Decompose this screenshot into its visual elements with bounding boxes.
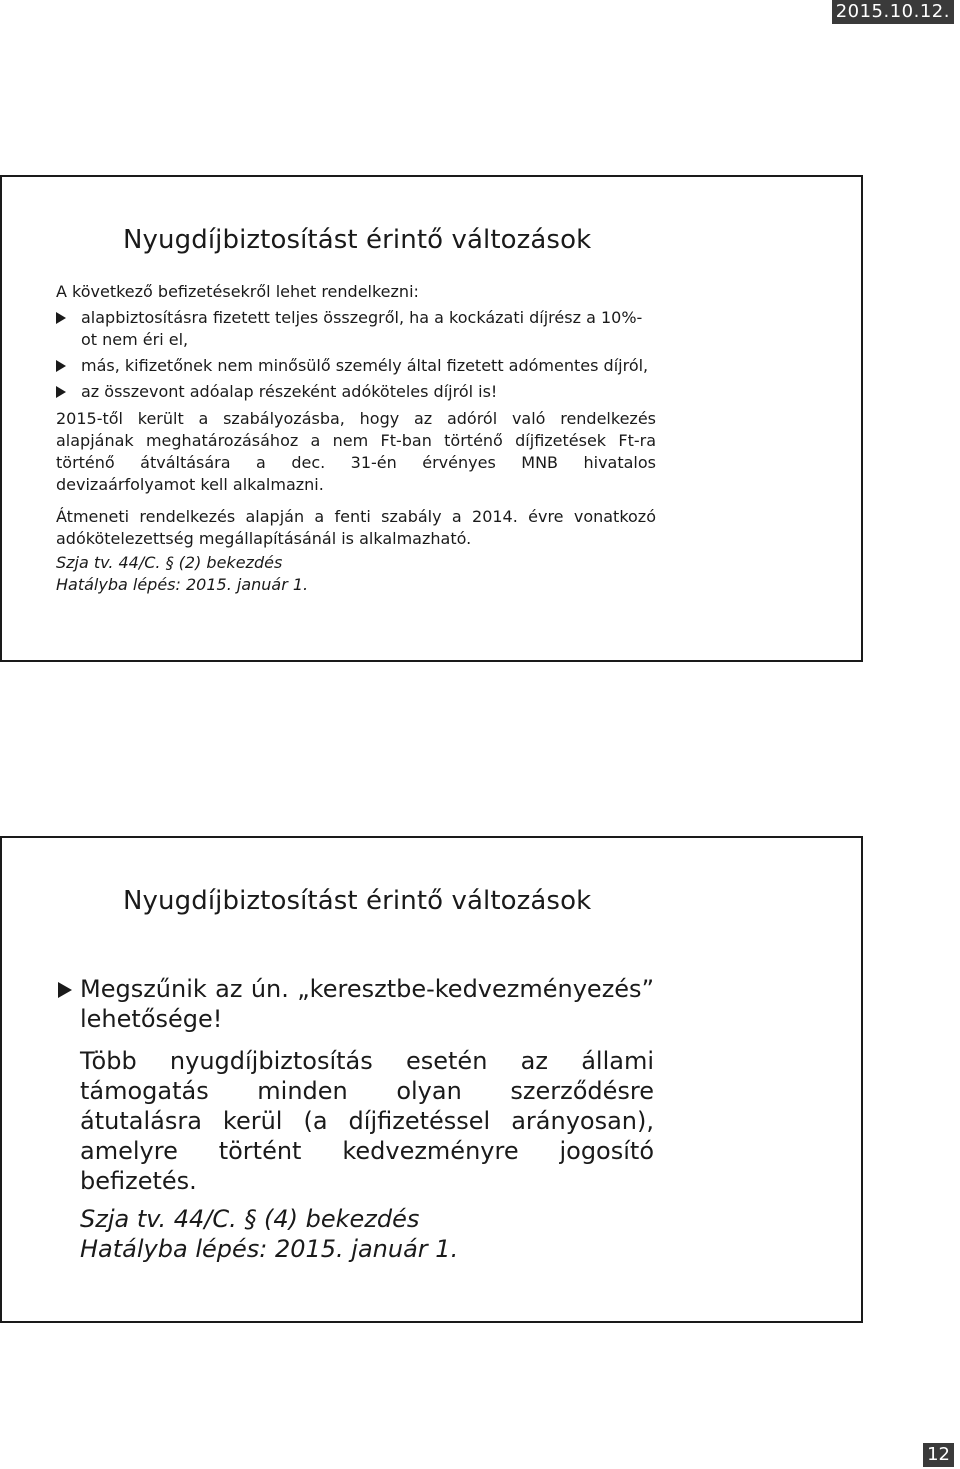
paragraph: Átmeneti rendelkezés alapján a fenti szabály a 2014. évre vonatkozó adókötelezettség megállapításánál is alkalmazható. [56, 507, 656, 548]
slide-1 [0, 175, 863, 662]
list-item-text: az összevont adóalap részeként adóköteles díjról is! [81, 382, 498, 401]
intro-text: A következő befizetésekről lehet rendelkezni: [56, 282, 419, 301]
bullet-triangle-icon [56, 386, 66, 398]
list-item [56, 381, 656, 403]
list-item-text: más, kifizetőnek nem minősülő személy által fizetett adómentes díjról, [81, 356, 649, 375]
list-item [80, 974, 654, 1034]
law-reference: Szja tv. 44/C. § (2) bekezdés [56, 553, 283, 572]
slide-title: Nyugdíjbiztosítást érintő változások [123, 225, 592, 255]
page-date: 2015.10.12. [832, 0, 954, 24]
list-item [56, 355, 656, 377]
bullet-list [56, 307, 656, 403]
slide-body [80, 974, 654, 1264]
effective-date: Hatályba lépés: 2015. január 1. [56, 575, 309, 594]
paragraph: 2015-től került a szabályozásba, hogy az adóról való rendelkezés alapjának meghatározásához a nem Ft-ban történő díjfizetések Ft-ra történő átváltására a dec. 31-én érvényes MNB hivatalos devizaárfolyamot kell alkalmazni. [56, 409, 656, 494]
list-item-text: Megszűnik az ún. „keresztbe-kedvezményezés” lehetősége! [80, 975, 654, 1033]
page-number: 12 [923, 1443, 954, 1467]
slide-title: Nyugdíjbiztosítást érintő változások [123, 886, 592, 916]
bullet-triangle-icon [56, 360, 66, 372]
slide-2 [0, 836, 863, 1323]
law-reference: Szja tv. 44/C. § (4) bekezdés [80, 1205, 420, 1233]
bullet-triangle-icon [56, 312, 66, 324]
bullet-triangle-icon [58, 982, 72, 998]
list-item [56, 307, 656, 351]
slide-body [56, 281, 656, 596]
list-item-text: alapbiztosításra fizetett teljes összegről, ha a kockázati díjrész a 10%-ot nem éri el, [81, 308, 643, 349]
effective-date: Hatályba lépés: 2015. január 1. [80, 1235, 459, 1263]
paragraph: Több nyugdíjbiztosítás esetén az állami támogatás minden olyan szerződésre átutalásra kerül (a díjfizetéssel arányosan), amelyre történt kedvezményre jogosító befizetés. [80, 1047, 654, 1195]
